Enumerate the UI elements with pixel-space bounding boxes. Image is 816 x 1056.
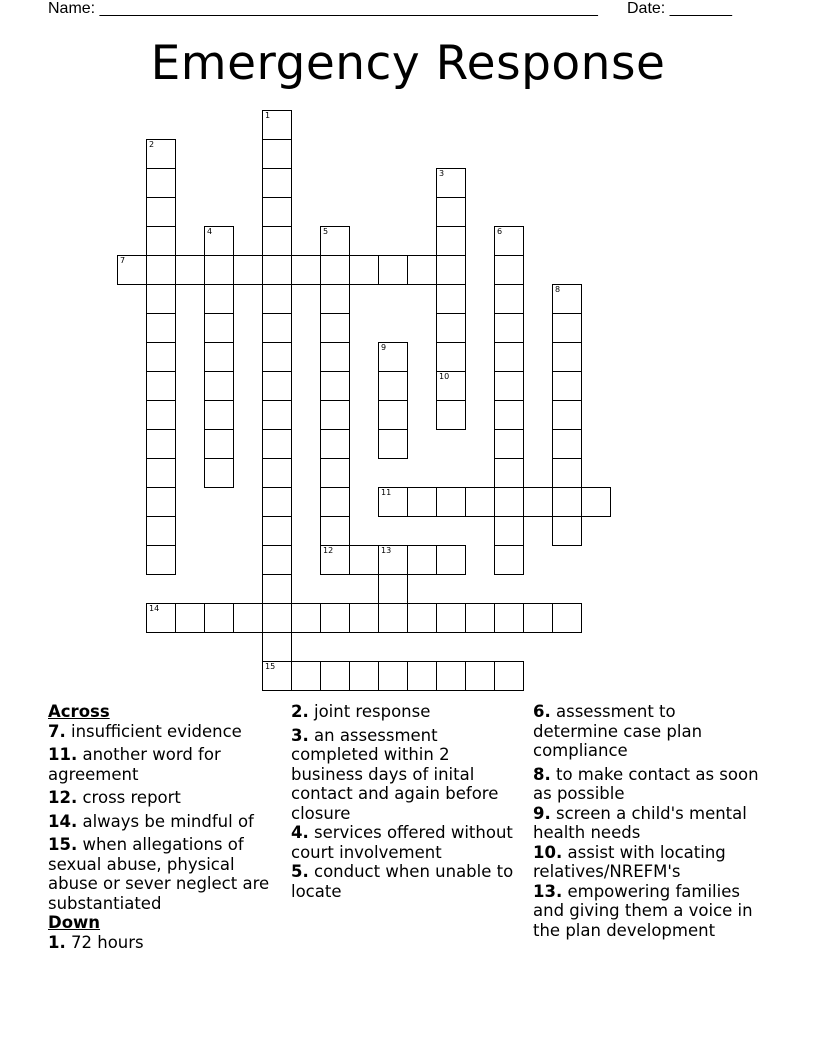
cell-number: 5 [323, 227, 329, 236]
crossword-cell[interactable] [494, 603, 524, 633]
crossword-cell[interactable] [494, 458, 524, 488]
clue-text: insufficient evidence [71, 721, 242, 741]
clue-number: 15. [48, 835, 78, 854]
crossword-cell[interactable] [378, 603, 408, 633]
crossword-cell[interactable] [146, 313, 176, 343]
crossword-cell[interactable] [320, 545, 350, 575]
crossword-cell[interactable] [262, 226, 292, 256]
crossword-cell[interactable] [436, 487, 466, 517]
crossword-cell[interactable] [262, 429, 292, 459]
crossword-cell[interactable] [320, 226, 350, 256]
crossword-cell[interactable] [175, 603, 205, 633]
crossword-cell[interactable] [146, 400, 176, 430]
clue-number: 7. [48, 721, 66, 741]
crossword-cell[interactable] [146, 284, 176, 314]
crossword-cell[interactable] [581, 487, 611, 517]
crossword-cell[interactable] [146, 545, 176, 575]
crossword-cell[interactable] [494, 226, 524, 256]
crossword-cell[interactable] [291, 661, 321, 691]
crossword-cell[interactable] [378, 487, 408, 517]
clue-number: 12. [48, 788, 78, 807]
crossword-cell[interactable] [262, 400, 292, 430]
crossword-cell[interactable] [378, 371, 408, 401]
crossword-cell[interactable] [320, 458, 350, 488]
clue-down-8 [533, 765, 763, 804]
crossword-cell[interactable] [320, 516, 350, 546]
crossword-cell[interactable] [552, 603, 582, 633]
crossword-cell[interactable] [262, 139, 292, 169]
crossword-cell[interactable] [262, 110, 292, 140]
crossword-cell[interactable] [320, 255, 350, 285]
crossword-cell[interactable] [436, 226, 466, 256]
clue-text: an assessment completed within 2 business days of inital contact and again before closure [291, 725, 499, 823]
crossword-cell[interactable] [262, 516, 292, 546]
clue-number: 8. [533, 764, 551, 784]
crossword-cell[interactable] [204, 255, 234, 285]
clue-text: cross report [82, 788, 181, 807]
crossword-cell[interactable] [204, 371, 234, 401]
crossword-cell[interactable] [320, 313, 350, 343]
crossword-cell[interactable] [262, 313, 292, 343]
cell-number: 3 [439, 169, 445, 178]
crossword-cell[interactable] [436, 545, 466, 575]
crossword-cell[interactable] [204, 313, 234, 343]
crossword-cell[interactable] [262, 458, 292, 488]
clue-number: 5. [291, 862, 309, 881]
cell-number: 15 [265, 662, 276, 671]
clue-down-2 [291, 702, 521, 722]
crossword-cell[interactable] [523, 487, 553, 517]
crossword-cell[interactable] [436, 284, 466, 314]
crossword-cell[interactable] [494, 429, 524, 459]
crossword-cell[interactable] [436, 313, 466, 343]
crossword-cell[interactable] [146, 139, 176, 169]
crossword-cell[interactable] [552, 342, 582, 372]
crossword-cell[interactable] [552, 487, 582, 517]
cell-number: 14 [149, 604, 160, 613]
crossword-cell[interactable] [407, 545, 437, 575]
crossword-cell[interactable] [117, 255, 147, 285]
clue-text: empowering families and giving them a voice in the plan development [533, 881, 753, 940]
clue-number: 11. [48, 745, 78, 764]
clue-text: assessment to determine case plan compliance [533, 702, 703, 760]
crossword-cell[interactable] [494, 255, 524, 285]
crossword-cell[interactable] [378, 545, 408, 575]
crossword-cell[interactable] [407, 603, 437, 633]
crossword-cell[interactable] [436, 342, 466, 372]
clue-number: 14. [48, 811, 78, 831]
crossword-cell[interactable] [262, 197, 292, 227]
crossword-cell[interactable] [204, 400, 234, 430]
page-title: Emergency Response [150, 36, 666, 91]
crossword-cell[interactable] [262, 487, 292, 517]
cell-number: 10 [439, 372, 450, 381]
crossword-cell[interactable] [552, 429, 582, 459]
crossword-cell[interactable] [378, 342, 408, 372]
crossword-cell[interactable] [552, 284, 582, 314]
cell-number: 9 [381, 343, 387, 352]
crossword-cell[interactable] [494, 545, 524, 575]
crossword-cell[interactable] [175, 255, 205, 285]
crossword-cell[interactable] [552, 313, 582, 343]
cell-number: 11 [381, 488, 392, 497]
clue-across-14 [48, 812, 278, 832]
crossword-cell[interactable] [204, 226, 234, 256]
clue-number: 1. [48, 932, 66, 952]
cell-number: 12 [323, 546, 334, 555]
crossword-cell[interactable] [320, 661, 350, 691]
crossword-cell[interactable] [436, 255, 466, 285]
crossword-cell[interactable] [204, 429, 234, 459]
crossword-cell[interactable] [146, 255, 176, 285]
crossword-cell[interactable] [262, 284, 292, 314]
crossword-cell[interactable] [262, 574, 292, 604]
crossword-cell[interactable] [262, 603, 292, 633]
clue-number: 9. [533, 803, 551, 823]
crossword-cell[interactable] [146, 516, 176, 546]
crossword-cell[interactable] [436, 661, 466, 691]
clue-text: when allegations of sexual abuse, physical abuse or sever neglect are substantiated [48, 835, 270, 913]
clue-down-10 [533, 843, 763, 882]
clue-number: 6. [533, 702, 551, 721]
crossword-cell[interactable] [204, 603, 234, 633]
crossword-cell[interactable] [146, 487, 176, 517]
crossword-cell[interactable] [349, 661, 379, 691]
clue-number: 10. [533, 842, 563, 862]
crossword-cell[interactable] [262, 632, 292, 662]
clue-text: joint response [314, 702, 431, 721]
crossword-cell[interactable] [146, 371, 176, 401]
clue-across-15 [48, 835, 278, 913]
crossword-cell[interactable] [262, 371, 292, 401]
crossword-cell[interactable] [146, 197, 176, 227]
crossword-cell[interactable] [494, 400, 524, 430]
clue-text: to make contact as soon as possible [533, 764, 759, 803]
crossword-cell[interactable] [436, 371, 466, 401]
crossword-cell[interactable] [523, 603, 553, 633]
crossword-cell[interactable] [407, 487, 437, 517]
clue-text: 72 hours [71, 932, 144, 952]
crossword-cell[interactable] [146, 342, 176, 372]
clue-down-9 [533, 804, 763, 843]
crossword-cell[interactable] [436, 197, 466, 227]
crossword-cell[interactable] [552, 458, 582, 488]
clue-number: 2. [291, 702, 309, 721]
clue-across-11 [48, 745, 278, 784]
crossword-cell[interactable] [262, 168, 292, 198]
crossword-cell[interactable] [262, 661, 292, 691]
crossword-cell[interactable] [349, 603, 379, 633]
clue-number: 4. [291, 823, 309, 842]
crossword-cell[interactable] [233, 603, 263, 633]
clue-column-3 [533, 702, 763, 944]
crossword-cell[interactable] [320, 400, 350, 430]
clue-across-12 [48, 788, 278, 808]
crossword-cell[interactable] [407, 661, 437, 691]
crossword-cell[interactable] [204, 284, 234, 314]
crossword-cell[interactable] [436, 400, 466, 430]
crossword-cell[interactable] [204, 458, 234, 488]
cell-number: 1 [265, 111, 271, 120]
clue-down-1 [48, 933, 278, 953]
crossword-cell[interactable] [552, 400, 582, 430]
crossword-cell[interactable] [378, 429, 408, 459]
crossword-cell[interactable] [262, 545, 292, 575]
crossword-cell[interactable] [436, 168, 466, 198]
cell-number: 2 [149, 140, 155, 149]
crossword-cell[interactable] [349, 545, 379, 575]
clue-down-5 [291, 862, 521, 901]
crossword-cell[interactable] [204, 342, 234, 372]
cell-number: 8 [555, 285, 561, 294]
crossword-cell[interactable] [407, 255, 437, 285]
clue-text: another word for agreement [48, 745, 221, 784]
crossword-cell[interactable] [465, 487, 495, 517]
cell-number: 13 [381, 546, 392, 555]
crossword-cell[interactable] [320, 284, 350, 314]
crossword-cell[interactable] [494, 516, 524, 546]
clue-column-1 [48, 702, 278, 956]
down-heading: Down [48, 913, 101, 932]
crossword-cell[interactable] [494, 313, 524, 343]
crossword-cell[interactable] [378, 574, 408, 604]
crossword-cell[interactable] [146, 458, 176, 488]
crossword-cell[interactable] [146, 168, 176, 198]
crossword-cell[interactable] [494, 342, 524, 372]
crossword-cell[interactable] [146, 429, 176, 459]
clue-across-7 [48, 722, 278, 742]
crossword-cell[interactable] [552, 371, 582, 401]
cell-number: 6 [497, 227, 503, 236]
crossword-cell[interactable] [494, 284, 524, 314]
clue-column-2 [291, 702, 521, 905]
crossword-cell[interactable] [320, 342, 350, 372]
clue-down-4 [291, 823, 521, 862]
crossword-cell[interactable] [320, 603, 350, 633]
crossword-cell[interactable] [378, 255, 408, 285]
crossword-cell[interactable] [233, 255, 263, 285]
clue-number: 3. [291, 725, 309, 745]
across-heading: Across [48, 702, 110, 721]
crossword-cell[interactable] [494, 661, 524, 691]
cell-number: 7 [120, 256, 126, 265]
clue-text: always be mindful of [82, 811, 254, 831]
clue-number: 13. [533, 881, 563, 901]
clue-down-13 [533, 882, 763, 941]
clue-text: screen a child's mental health needs [533, 803, 747, 842]
crossword-cell[interactable] [320, 487, 350, 517]
crossword-cell[interactable] [146, 226, 176, 256]
clue-down-3 [291, 726, 521, 824]
crossword-cell[interactable] [465, 603, 495, 633]
clue-text: conduct when unable to locate [291, 862, 514, 901]
crossword-cell[interactable] [378, 661, 408, 691]
crossword-cell[interactable] [320, 429, 350, 459]
clue-down-6 [533, 702, 763, 761]
crossword-cell[interactable] [465, 661, 495, 691]
name-field-label: Name: ________________________________________________________ [48, 0, 598, 17]
crossword-cell[interactable] [552, 516, 582, 546]
crossword-cell[interactable] [436, 603, 466, 633]
clue-text: services offered without court involvement [291, 823, 513, 862]
date-field-label: Date: _______ [627, 0, 732, 17]
crossword-cell[interactable] [494, 487, 524, 517]
crossword-cell[interactable] [291, 603, 321, 633]
cell-number: 4 [207, 227, 213, 236]
crossword-cell[interactable] [262, 342, 292, 372]
crossword-cell[interactable] [320, 371, 350, 401]
crossword-cell[interactable] [146, 603, 176, 633]
clue-text: assist with locating relatives/NREFM's [533, 842, 726, 881]
crossword-cell[interactable] [291, 255, 321, 285]
crossword-cell[interactable] [494, 371, 524, 401]
crossword-cell[interactable] [262, 255, 292, 285]
crossword-cell[interactable] [349, 255, 379, 285]
crossword-cell[interactable] [378, 400, 408, 430]
